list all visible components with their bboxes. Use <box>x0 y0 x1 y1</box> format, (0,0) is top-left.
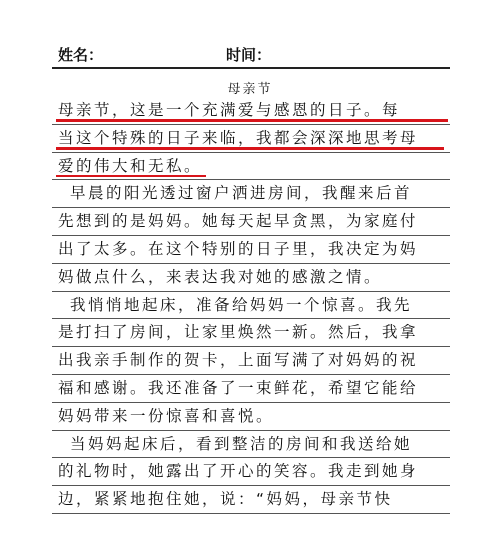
essay-line-text: 早晨的阳光透过窗户洒进房间，我醒来后首 <box>70 184 413 203</box>
essay-line-text: 爱的伟大和无私。 <box>58 156 203 175</box>
essay-line-text: 是打扫了房间，让家里焕然一新。然后，我拿 <box>58 323 419 342</box>
essay-line <box>52 347 450 375</box>
essay-line-text: 当这个特殊的日子来临，我都会深深地思考母 <box>58 128 419 147</box>
essay-line <box>52 486 450 514</box>
essay-line <box>52 264 450 292</box>
essay-line <box>52 153 450 181</box>
essay-line <box>52 180 450 208</box>
essay-line <box>52 97 450 125</box>
header-rule <box>52 67 450 69</box>
essay-line <box>52 125 450 153</box>
time-label: 时间： <box>226 46 272 64</box>
essay-line-text: 我悄悄地起床，准备给妈妈一个惊喜。我先 <box>70 295 413 314</box>
essay-line <box>52 236 450 264</box>
essay-line-text: 当妈妈起床后，看到整洁的房间和我送给她 <box>70 434 413 453</box>
essay-body <box>52 97 450 514</box>
essay-line-text: 妈做点什么，来表达我对她的感激之情。 <box>58 267 383 286</box>
essay-line-text: 出了太多。在这个特别的日子里，我决定为妈 <box>58 239 419 258</box>
essay-line-text: 出我亲手制作的贺卡，上面写满了对妈妈的祝 <box>58 351 419 370</box>
essay-line-text: 母亲节，这是一个充满爱与感恩的日子。每 <box>58 101 401 119</box>
essay-line <box>52 431 450 459</box>
essay-line <box>52 403 450 431</box>
essay-title: 母亲节 <box>227 82 273 97</box>
name-label: 姓名： <box>58 46 104 64</box>
red-underline <box>56 175 206 178</box>
red-underline <box>56 119 448 122</box>
essay-line <box>52 208 450 236</box>
red-underline <box>56 147 444 150</box>
worksheet-header <box>58 44 450 64</box>
essay-line-text: 福和感谢。我还准备了一束鲜花，希望它能给 <box>58 378 419 397</box>
essay-line <box>52 319 450 347</box>
essay-line <box>52 458 450 486</box>
essay-line <box>52 292 450 320</box>
essay-line <box>52 375 450 403</box>
essay-line-text: 的礼物时，她露出了开心的笑容。我走到她身 <box>58 462 419 481</box>
essay-line-text: 妈妈带来一份惊喜和喜悦。 <box>58 406 275 425</box>
essay-line-text: 边，紧紧地抱住她，说：“妈妈，母亲节快 <box>58 490 393 509</box>
essay-line-text: 先想到的是妈妈。她每天起早贪黑，为家庭付 <box>58 212 419 231</box>
